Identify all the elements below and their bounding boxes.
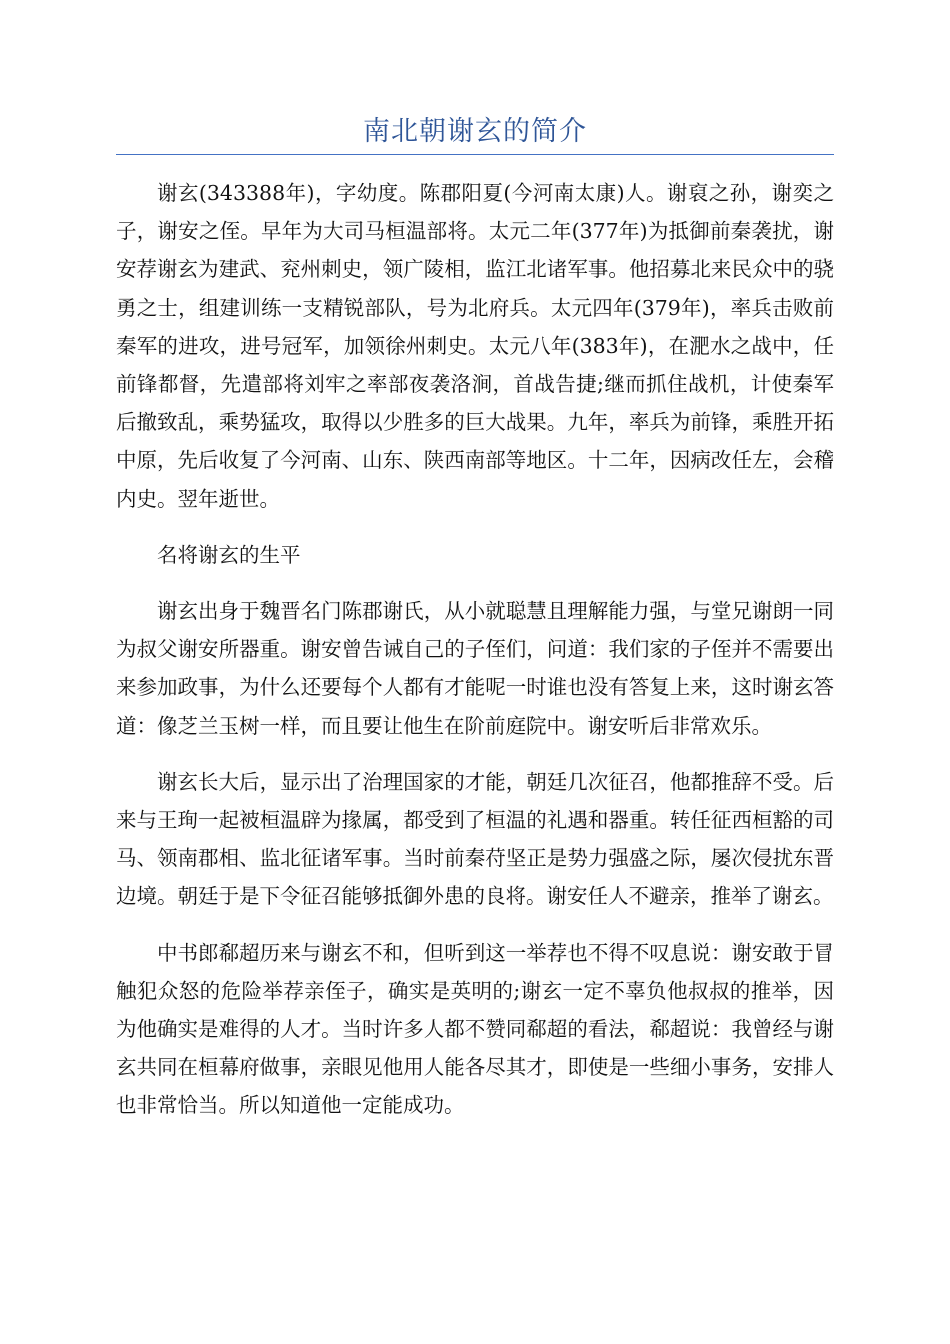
document-title: 南北朝谢玄的简介	[363, 116, 587, 147]
body-paragraph: 谢玄出身于魏晋名门陈郡谢氏，从小就聪慧且理解能力强，与堂兄谢朗一同为叔父谢安所器重。谢安曾告诫自己的子侄们，问道：我们家的子侄并不需要出来参加政事，为什么还要每个人都有才能呢一时谁也没有答复上来，这时谢玄答道：像芝兰玉树一样，而且要让他生在阶前庭院中。谢安听后非常欢乐。	[116, 599, 834, 738]
document-body	[116, 174, 834, 1125]
body-paragraph: 谢玄长大后，显示出了治理国家的才能，朝廷几次征召，他都推辞不受。后来与王珣一起被桓温辟为掾属，都受到了桓温的礼遇和器重。转任征西桓豁的司马、领南郡相、监北征诸军事。当时前秦苻坚正是势力强盛之际，屡次侵扰东晋边境。朝廷于是下令征召能够抵御外患的良将。谢安任人不避亲，推举了谢玄。	[116, 769, 834, 909]
body-paragraph: 中书郎郗超历来与谢玄不和，但听到这一举荐也不得不叹息说：谢安敢于冒触犯众怒的危险举荐亲侄子，确实是英明的;谢玄一定不辜负他叔叔的推举，因为他确实是难得的人才。当时许多人都不赞同郗超的看法，郗超说：我曾经与谢玄共同在桓幕府做事，亲眼见他用人能各尽其才，即使是一些细小事务，安排人也非常恰当。所以知道他一定能成功。	[116, 940, 834, 1118]
section-heading: 名将谢玄的生平	[157, 542, 301, 567]
title-underline	[116, 154, 834, 155]
intro-paragraph: 谢玄(343388年)，字幼度。陈郡阳夏(今河南太康)人。谢裒之孙，谢奕之子，谢安之侄。早年为大司马桓温部将。太元二年(377年)为抵御前秦袭扰，谢安荐谢玄为建武、兖州刺史，领广陵相，监江北诸军事。他招募北来民众中的骁勇之士，组建训练一支精锐部队，号为北府兵。太元四年(379年)，率兵击败前秦军的进攻，进号冠军，加领徐州刺史。太元八年(383年)，在淝水之战中，任前锋都督，先遣部将刘牢之率部夜袭洛涧，首战告捷;继而抓住战机，计使秦军后撤致乱，乘势猛攻，取得以少胜多的巨大战果。九年，率兵为前锋，乘胜开拓中原，先后收复了今河南、山东、陕西南部等地区。十二年，因病改任左，会稽内史。翌年逝世。	[116, 181, 834, 511]
